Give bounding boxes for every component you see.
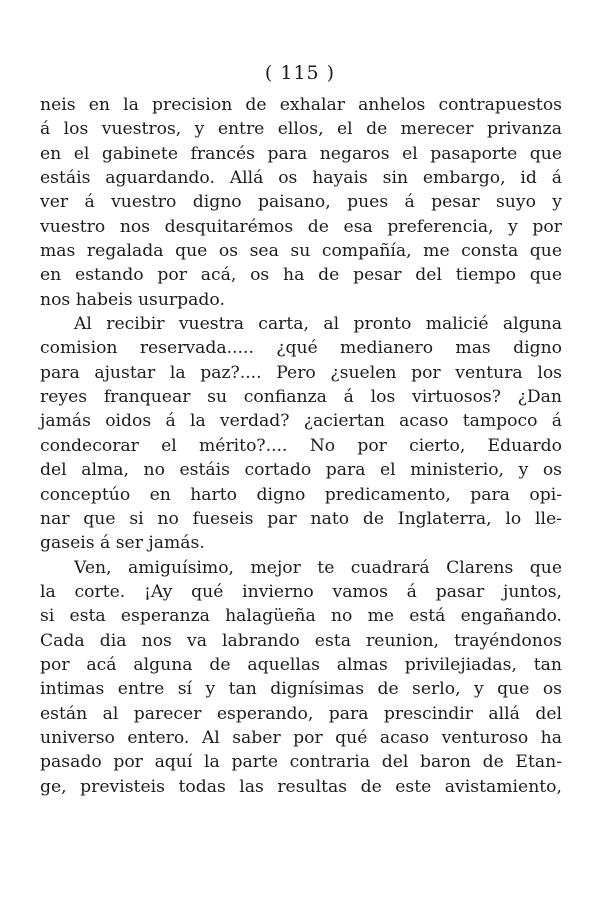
- text-line: estáis aguardando. Allá os hayais sin embargo, id á: [40, 168, 562, 189]
- text-line: ver á vuestro digno paisano, pues á pesar suyo y: [40, 192, 562, 213]
- text-line: nos habeis usurpado.: [40, 289, 225, 310]
- text-line: intimas entre sí y tan dignísimas de serlo, y que os: [40, 679, 562, 700]
- text-line: en estando por acá, os ha de pesar del tiempo que: [40, 265, 562, 286]
- text-line: Cada dia nos va labrando esta reunion, trayéndonos: [40, 630, 562, 651]
- text-line: reyes franquear su confianza á los virtuosos? ¿Dan: [40, 387, 562, 408]
- text-line: neis en la precision de exhalar anhelos contrapuestos: [40, 95, 562, 115]
- text-line: están al parecer esperando, para prescindir allá del: [40, 703, 562, 724]
- text-line: por acá alguna de aquellas almas privilejiadas, tan: [40, 654, 562, 675]
- text-line: la corte. ¡Ay qué invierno vamos á pasar juntos,: [40, 581, 562, 602]
- text-line: universo entero. Al saber por qué acaso venturoso ha: [40, 727, 562, 748]
- text-line: del alma, no estáis cortado para el ministerio, y os: [40, 460, 562, 481]
- text-line: conceptúo en harto digno predicamento, para opi-: [40, 484, 562, 505]
- text-line: en el gabinete francés para negaros el pasaporte que: [40, 143, 562, 164]
- text-line: si esta esperanza halagüeña no me está engañando.: [40, 606, 562, 627]
- text-line: para ajustar la paz?.... Pero ¿suelen por ventura los: [40, 362, 562, 383]
- text-line: Al recibir vuestra carta, al pronto malicié alguna: [74, 314, 562, 335]
- text-line: á los vuestros, y entre ellos, el de merecer privanza: [40, 119, 562, 140]
- text-line: gaseis á ser jamás.: [40, 533, 205, 554]
- text-line: Ven, amiguísimo, mejor te cuadrará Clarens que: [74, 557, 562, 578]
- text-line: ge, previsteis todas las resultas de este avistamiento,: [40, 776, 562, 797]
- text-line: pasado por aquí la parte contraria del baron de Etan-: [40, 752, 562, 773]
- text-line: mas regalada que os sea su compañía, me consta que: [40, 241, 562, 262]
- text-line: jamás oidos á la verdad? ¿aciertan acaso tampoco á: [40, 411, 562, 432]
- text-line: condecorar el mérito?.... No por cierto, Eduardo: [40, 435, 562, 456]
- body-text: [40, 93, 562, 799]
- text-line: comision reservada..... ¿qué medianero mas digno: [40, 338, 562, 359]
- text-line: nar que si no fueseis par nato de Inglaterra, lo lle-: [40, 508, 562, 529]
- text-line: vuestro nos desquitarémos de esa preferencia, y por: [40, 216, 562, 237]
- page-number: ( 115 ): [264, 62, 336, 84]
